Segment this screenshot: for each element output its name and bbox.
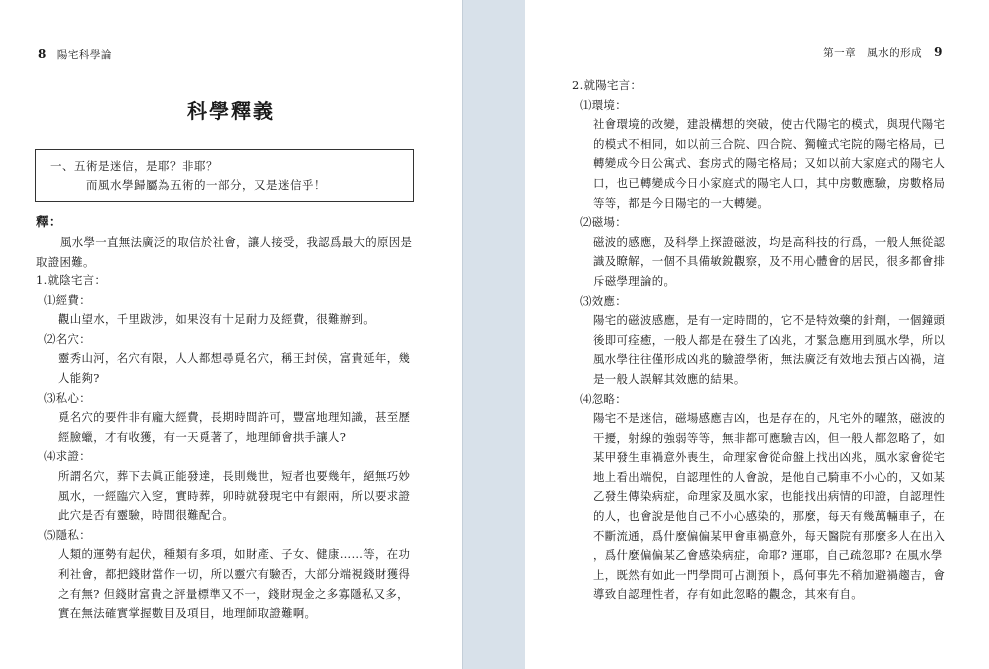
text-line: 識及瞭解，一個不具備敏銳觀察，及不用心體會的居民，很多都會排 (593, 254, 946, 269)
question-box (35, 149, 414, 202)
question-line-1: 一、五術是迷信，是耶？非耶？ (50, 159, 218, 173)
text-line: 經臉蠟，才有收獲，有一天覓著了，地理師會拱手讓人? (58, 429, 347, 444)
text-line: 後即可痊癒，一般人都是在發生了凶兆，才緊急應用到風水學，所以 (593, 332, 946, 347)
item-text-effect (572, 311, 960, 389)
text-line: ，爲什麼偏偏某乙會感染病症，命耶? 運耶，自己疏忽耶? 在風水學 (593, 548, 943, 563)
right-running-head (823, 45, 943, 60)
yang-house-section (572, 76, 960, 605)
right-page-number: 9 (934, 45, 943, 59)
text-line: 干擾，射線的強弱等等，無非都可應驗吉凶，但一般人都忽略了，如 (593, 430, 946, 445)
left-page (0, 0, 462, 669)
text-line: 不斷流通，爲什麼偏偏某甲會車禍意外，每天醫院有那麼多人在出入 (593, 528, 946, 543)
item-text-neglect (572, 409, 960, 605)
text-line: 人類的運勢有起伏，種類有多項，如財產、子女、健康……等，在功 (58, 547, 411, 562)
text-line: 覓名穴的要件非有龐大經費，長期時間許可，豐富地理知識，甚至歷 (58, 410, 411, 425)
text-line: 轉變成今日公寓式、套房式的陽宅格局；又如以前大家庭式的陽宅人 (593, 156, 946, 171)
text-line: 磁波的感應，及科學上探證磁波，均是高科技的行爲，一般人無從認 (593, 234, 946, 249)
text-line: 地上看出端倪，自認理性的人會說，是他自己騎車不小心的，又如某 (593, 469, 946, 484)
text-line: 風水學往往僅形成凶兆的驗證學術，無法廣泛有效地去預占凶禍，這 (593, 352, 946, 367)
item-text-funding (36, 310, 426, 330)
text-line: 社會環境的改變，建設構想的突破，使古代陽宅的模式，與現代陽宅 (593, 117, 946, 132)
item-text-verification (36, 467, 426, 526)
text-line: 等等，都是今日陽宅的一大轉變。 (593, 195, 770, 210)
text-line: 的人，也會說是他自己不小心感染的，那麼，每天有幾萬輛車子，在 (593, 509, 946, 524)
intro-paragraph (36, 233, 422, 272)
text-line: 所謂名穴，葬下去眞正能發達，長則幾世，短者也要幾年，絕無巧妙 (58, 468, 411, 483)
text-line: 的模式不相同，如以前三合院、四合院、獨幢式宅院的陽宅格局，已 (593, 136, 946, 151)
text-line: 上，既然有如此一門學問可占測預卜，爲何事先不稍加避禍趨吉，會 (593, 567, 946, 582)
item-label-magnetic-field: ⑵磁場： (580, 215, 627, 230)
intro-line-1: 風水學一直無法廣泛的取信於社會，讓人接受，我認爲最大的原因是 (60, 235, 413, 249)
item-text-environment (572, 115, 960, 213)
text-line: 陽宅的磁波感應，是有一定時間的，它不是特效藥的針劑，一個鐘頭 (593, 313, 946, 328)
text-line: 之有無? 但錢財富貴之評量標準又不一，錢財現金之多寡隱私又多， (58, 586, 409, 601)
left-page-number: 8 (38, 47, 47, 61)
text-line: 導致自認理性者，存有如此忽略的觀念，其來有自。 (593, 587, 864, 602)
question-line-2: 而風水學歸屬為五術的一部分，又是迷信乎！ (86, 178, 326, 192)
text-line: 人能夠? (58, 370, 100, 385)
text-line: 利社會，都把錢財當作一切，所以靈穴有驗否，大部分端視錢財獲得 (58, 566, 411, 581)
item-text-famous-site (36, 349, 426, 388)
left-book-title: 陽宅科學論 (56, 49, 112, 61)
item-text-privacy (36, 545, 426, 623)
item-text-magnetic-field (572, 233, 960, 292)
text-line: 某甲發生車禍意外喪生，命理家會從命盤上找出凶兆，風水家會從宅 (593, 450, 946, 465)
section-title: 2.就陽宅言： (572, 78, 643, 92)
page-gutter (462, 0, 526, 669)
section-title: 1.就陰宅言： (36, 273, 107, 287)
text-line: 風水，一經臨穴入窆，實時葬，卯時就發現宅中有銀兩，所以要求證 (58, 488, 411, 503)
yin-house-section (36, 271, 426, 624)
text-line: 斥磁學理論的。 (593, 273, 676, 288)
item-label-effect: ⑶效應： (580, 293, 627, 308)
text-line: 口，也已轉變成今日小家庭式的陽宅人口，其中房數應驗，房數格局 (593, 175, 946, 190)
text-line: 實在無法確實掌握數目及項目，地理師取證難啊。 (58, 606, 317, 621)
text-line: 是一般人誤解其效應的結果。 (593, 371, 746, 386)
explanation-label: 釋： (36, 214, 62, 229)
intro-line-2: 取證困難。 (36, 254, 95, 269)
item-label-neglect: ⑷忽略： (580, 391, 627, 406)
text-line: 此穴是否有靈驗，時間很難配合。 (58, 508, 235, 523)
item-label-environment: ⑴環境： (580, 97, 627, 112)
page-title: 科學釋義 (187, 99, 275, 123)
item-text-selfishness (36, 408, 426, 447)
item-label-privacy: ⑸隱私： (44, 527, 91, 542)
item-label-famous-site: ⑵名穴： (44, 331, 91, 346)
item-label-selfishness: ⑶私心： (44, 390, 91, 405)
text-line: 乙發生傳染病症，命理家及風水家，也能找出病情的印證，自認理性 (593, 489, 946, 504)
text-line: 觀山望水，千里跋涉，如果沒有十足耐力及經費，很難辦到。 (58, 312, 375, 327)
text-line: 陽宅不是迷信，磁場感應吉凶，也是存在的，凡宅外的曜煞，磁波的 (593, 411, 946, 426)
chapter-title: 第一章 風水的形成 (823, 47, 923, 59)
item-label-funding: ⑴經費： (44, 292, 91, 307)
text-line: 靈秀山河，名穴有限，人人都想尋覓名穴，稱王封侯，富貴延年，幾 (58, 351, 411, 366)
item-label-verification: ⑷求證： (44, 449, 91, 464)
left-running-head (38, 47, 112, 62)
